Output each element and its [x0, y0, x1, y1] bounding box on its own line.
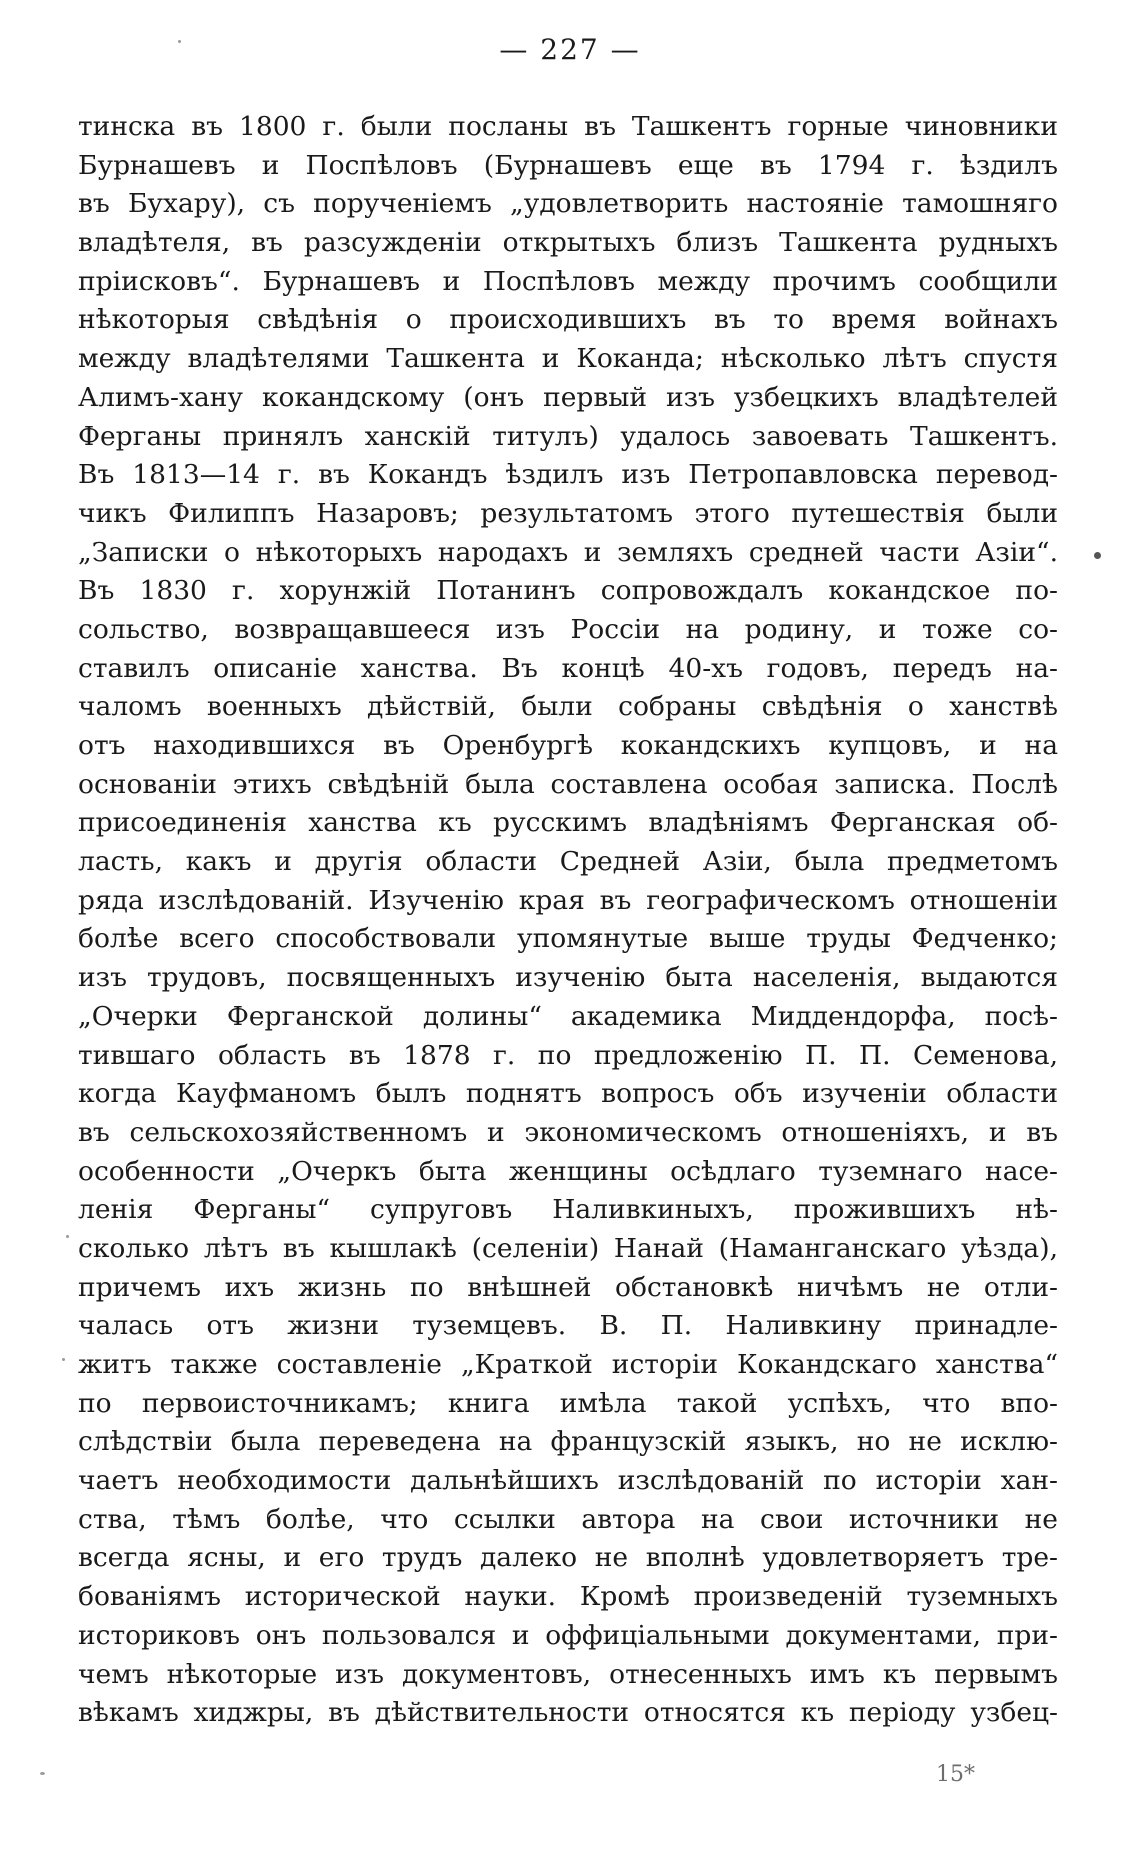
margin-dot — [62, 1358, 65, 1361]
text-line: изъ трудовъ, посвященныхъ изученію быта населенія, выдаются — [78, 962, 1058, 994]
text-line: чаломъ военныхъ дѣйствій, были собраны свѣдѣнія о ханствѣ — [78, 691, 1058, 723]
text-line: чаетъ необходимости дальнѣйшихъ изслѣдованій по исторіи хан- — [78, 1465, 1058, 1497]
text-line: слѣдствіи была переведена на французскій языкъ, но не исклю- — [78, 1426, 1058, 1458]
text-line: болѣе всего способствовали упомянутые выше труды Федченко; — [78, 923, 1058, 955]
text-line: ства, тѣмъ болѣе, что ссылки автора на свои источники не — [78, 1503, 1058, 1535]
text-line: всегда ясны, и его трудъ далеко не вполнѣ удовлетворяетъ тре- — [78, 1542, 1058, 1574]
text-line: чикъ Филиппъ Назаровъ; результатомъ этого путешествія были — [78, 497, 1058, 529]
text-line: „Очерки Ферганской долины“ академика Миддендорфа, посѣ- — [78, 1000, 1058, 1032]
text-line: нѣкоторыя свѣдѣнія о происходившихъ въ то время войнахъ — [78, 304, 1058, 336]
text-line: по первоисточникамъ; книга имѣла такой успѣхъ, что впо- — [78, 1387, 1058, 1419]
text-line: житъ также составленіе „Краткой исторіи Кокандскаго ханства“ — [78, 1349, 1058, 1380]
text-line: пріисковъ“. Бурнашевъ и Поспѣловъ между прочимъ сообщили — [78, 265, 1058, 297]
text-line: ряда изслѣдованій. Изученію края въ географическомъ отношеніи — [78, 884, 1058, 916]
margin-dot — [66, 1235, 69, 1238]
text-line: Въ 1830 г. хорунжій Потанинъ сопровождалъ кокандское по- — [78, 575, 1058, 607]
text-line: Въ 1813—14 г. въ Кокандъ ѣздилъ изъ Петропавловска перевод- — [78, 459, 1058, 491]
text-line: владѣтеля, въ разсужденіи открытыхъ близъ Ташкента рудныхъ — [78, 227, 1058, 259]
text-line: чемъ нѣкоторые изъ документовъ, отнесенныхъ имъ къ первымъ — [78, 1658, 1058, 1690]
text-line: въ сельскохозяйственномъ и экономическомъ отношеніяхъ, и въ — [78, 1116, 1058, 1148]
margin-dot — [40, 1772, 45, 1775]
text-line: ставилъ описаніе ханства. Въ концѣ 40-хъ годовъ, передъ на- — [78, 652, 1058, 684]
text-line: присоединенія ханства къ русскимъ владѣніямъ Ферганская об- — [78, 807, 1058, 839]
text-line: между владѣтелями Ташкента и Коканда; нѣсколько лѣтъ спустя — [78, 343, 1058, 375]
text-line: основаніи этихъ свѣдѣній была составлена особая записка. Послѣ — [78, 768, 1058, 800]
text-line: сольство, возвращавшееся изъ Россіи на родину, и тоже со- — [78, 613, 1058, 645]
text-line: чалась отъ жизни туземцевъ. В. П. Наливкину принадле- — [78, 1310, 1058, 1342]
text-line: ленія Ферганы“ супруговъ Наливкиныхъ, прожившихъ нѣ- — [78, 1194, 1058, 1226]
text-line: „Записки о нѣкоторыхъ народахъ и земляхъ средней части Азіи“. — [78, 536, 1058, 568]
text-line: бованіямъ исторической науки. Кромѣ произведеній туземныхъ — [78, 1581, 1058, 1613]
text-line: причемъ ихъ жизнь по внѣшней обстановкѣ ничѣмъ не отли- — [78, 1271, 1058, 1303]
text-line: историковъ онъ пользовался и оффиціальными документами, при- — [78, 1619, 1058, 1651]
text-line: ласть, какъ и другія области Средней Азіи, была предметомъ — [78, 846, 1058, 878]
margin-dot — [178, 40, 181, 43]
signature-mark: 15* — [936, 1762, 975, 1787]
text-line: вѣкамъ хиджры, въ дѣйствительности относятся къ періоду узбец- — [78, 1697, 1058, 1729]
text-line: отъ находившихся въ Оренбургѣ кокандскихъ купцовъ, и на — [78, 730, 1058, 761]
text-line: Бурнашевъ и Поспѣловъ (Бурнашевъ еще въ 1794 г. ѣздилъ — [78, 149, 1058, 181]
text-line: тинска въ 1800 г. были посланы въ Ташкентъ горные чиновники — [78, 111, 1058, 142]
text-line: особенности „Очеркъ быта женщины осѣдлаго туземнаго насе- — [78, 1155, 1058, 1187]
text-line: Ферганы принялъ ханскій титулъ) удалось завоевать Ташкентъ. — [78, 420, 1058, 452]
page-number: — 227 — — [499, 33, 641, 66]
margin-dot — [1094, 552, 1101, 559]
body-text — [78, 108, 1058, 1733]
text-line: тившаго область въ 1878 г. по предложенію П. П. Семенова, — [78, 1039, 1058, 1071]
text-line: въ Бухару), съ порученіемъ „удовлетворить настояніе тамошняго — [78, 188, 1058, 220]
text-line: Алимъ-хану кокандскому (онъ первый изъ узбецкихъ владѣтелей — [78, 381, 1058, 413]
text-line: когда Кауфманомъ былъ поднятъ вопросъ объ изученіи области — [78, 1078, 1058, 1110]
text-line: сколько лѣтъ въ кышлакѣ (селеніи) Нанай (Наманганскаго уѣзда), — [78, 1232, 1058, 1264]
